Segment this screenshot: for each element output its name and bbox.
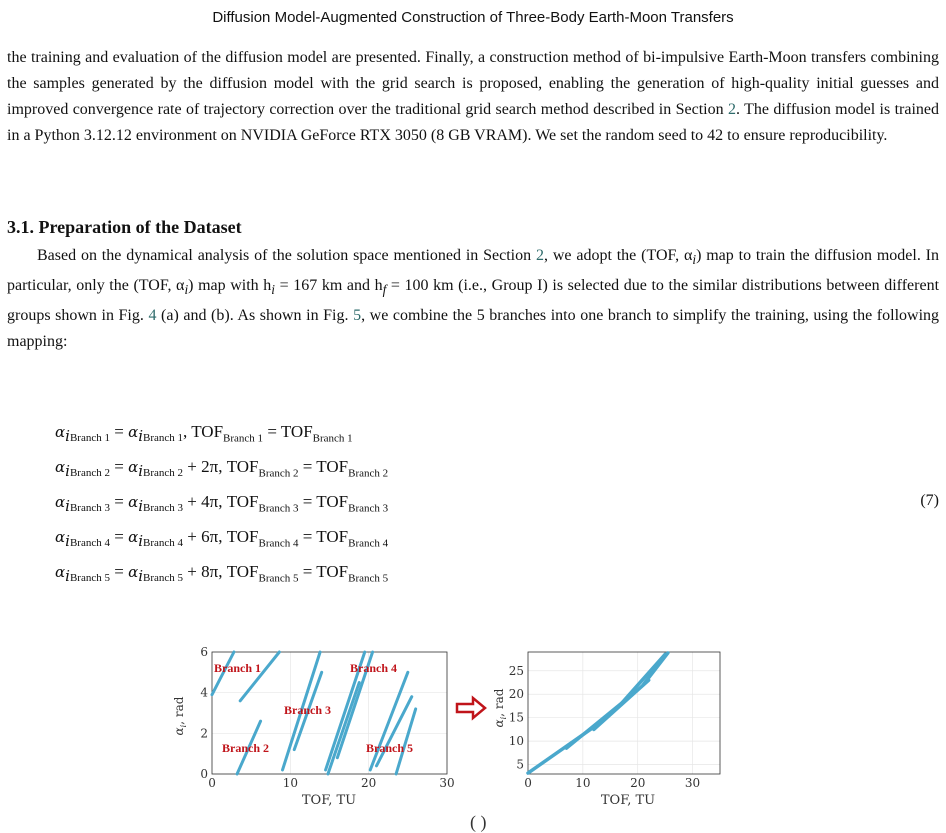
left-xlabel: TOF, TU <box>301 793 357 808</box>
xtick-label: 10 <box>282 776 298 790</box>
left-ylabel: $\alpha_i$, rad <box>172 696 188 736</box>
equation-line: $\alpha_{iBranch 4} = \alpha_{iBranch 4} + 6\pi$, $TOF_{Branch 4} = TOF_{Branch 4}$ <box>55 527 389 551</box>
ytick-label: 10 <box>508 734 524 749</box>
left-branch-label-5: Branch 5 <box>366 741 414 755</box>
right-arrow-icon <box>457 698 485 718</box>
right-grid <box>528 652 720 774</box>
caption-fragment: ( ) <box>470 812 487 832</box>
section-ref-link[interactable]: 2 <box>535 247 544 264</box>
left-xtick-labels <box>208 776 454 790</box>
section-ref-link[interactable]: 2 <box>728 101 736 118</box>
xtick-label: 20 <box>630 776 646 790</box>
ytick-label: 2 <box>200 726 208 741</box>
xtick-label: 30 <box>439 776 455 790</box>
equation-line: $\alpha_{iBranch 2} = \alpha_{iBranch 2} + 2\pi$, $TOF_{Branch 2} = TOF_{Branch 2}$ <box>55 457 389 481</box>
xtick-label: 10 <box>575 776 591 790</box>
figure-ref-link[interactable]: 4 <box>148 307 157 325</box>
ytick-label: 15 <box>508 710 524 725</box>
left-branch-label-2: Branch 2 <box>222 741 270 755</box>
equation-number: (7) <box>920 492 939 509</box>
ytick-label: 25 <box>508 663 524 678</box>
figure-ref-link[interactable]: 5 <box>353 307 362 325</box>
left-branch-label-3: Branch 3 <box>284 703 332 717</box>
xtick-label: 20 <box>361 776 377 790</box>
ytick-label: 20 <box>508 687 524 702</box>
left-branch-label-1: Branch 1 <box>214 661 262 675</box>
paragraph-intro: the training and evaluation of the diffusion model are presented. Finally, a construction method of bi-impulsive Earth-Moon transfers combining the samples generated by the diffusion model with the grid search is proposed, enabling the generation of high-quality initial guesses and improved convergence rate of trajectory correction over the traditional grid search method described in Section 2. The diffusion model is trained in a Python 3.12.12 environment on NVIDIA GeForce RTX 3050 (8 GB VRAM). We set the random seed to 42 to ensure reproducibility. <box>7 49 940 144</box>
data-strand <box>240 652 279 701</box>
ytick-label: 4 <box>200 685 208 700</box>
ytick-label: 0 <box>200 767 208 781</box>
section-heading: 3.1. Preparation of the Dataset <box>7 217 242 237</box>
data-strand <box>621 654 665 703</box>
running-header: Diffusion Model-Augmented Construction of Three-Body Earth-Moon Transfers <box>212 9 734 26</box>
data-strand <box>643 653 668 685</box>
equation-block <box>55 422 388 597</box>
figure-branch-mapping <box>0 620 946 810</box>
left-plot <box>200 645 454 808</box>
equation-line: $\alpha_{iBranch 1} = \alpha_{iBranch 1}$, $TOF_{Branch 1} = TOF_{Branch 1}$ <box>55 422 353 446</box>
right-xlabel: TOF, TU <box>600 793 656 808</box>
xtick-label: 30 <box>684 776 701 790</box>
data-strand <box>328 683 359 775</box>
equation-line: $\alpha_{iBranch 5} = \alpha_{iBranch 5} + 8\pi$, $TOF_{Branch 5} = TOF_{Branch 5}$ <box>55 562 389 586</box>
xtick-label: 0 <box>208 776 216 790</box>
right-xtick-labels <box>524 776 700 790</box>
right-ytick-labels <box>509 664 524 772</box>
equation-line: $\alpha_{iBranch 3} = \alpha_{iBranch 3} + 4\pi$, $TOF_{Branch 3} = TOF_{Branch 3}$ <box>55 492 389 516</box>
right-ylabel: $\alpha_i$, rad <box>492 688 508 728</box>
right-plot <box>509 652 720 808</box>
right-plot-frame <box>528 652 720 774</box>
left-branch-label-4: Branch 4 <box>350 661 398 675</box>
left-ytick-labels <box>200 645 208 781</box>
xtick-label: 0 <box>524 776 532 790</box>
ytick-label: 5 <box>516 757 524 772</box>
paragraph-dataset: Based on the dynamical analysis of the solution space mentioned in Section 2, we adopt the (TOF, $\alpha_i$) map to train the diffusion model. In particular, only the (TOF, $\alpha_i$) map with $h_i = 167$ km and $h_f = 100$ km (i.e., Group I) is selected due to the similar distributions between different groups shown in Fig. 4 (a) and (b). As shown in Fig. 5, we combine the 5 branches into one branch to simplify the training, using the following mapping: <box>7 247 940 351</box>
ytick-label: 6 <box>200 645 208 659</box>
